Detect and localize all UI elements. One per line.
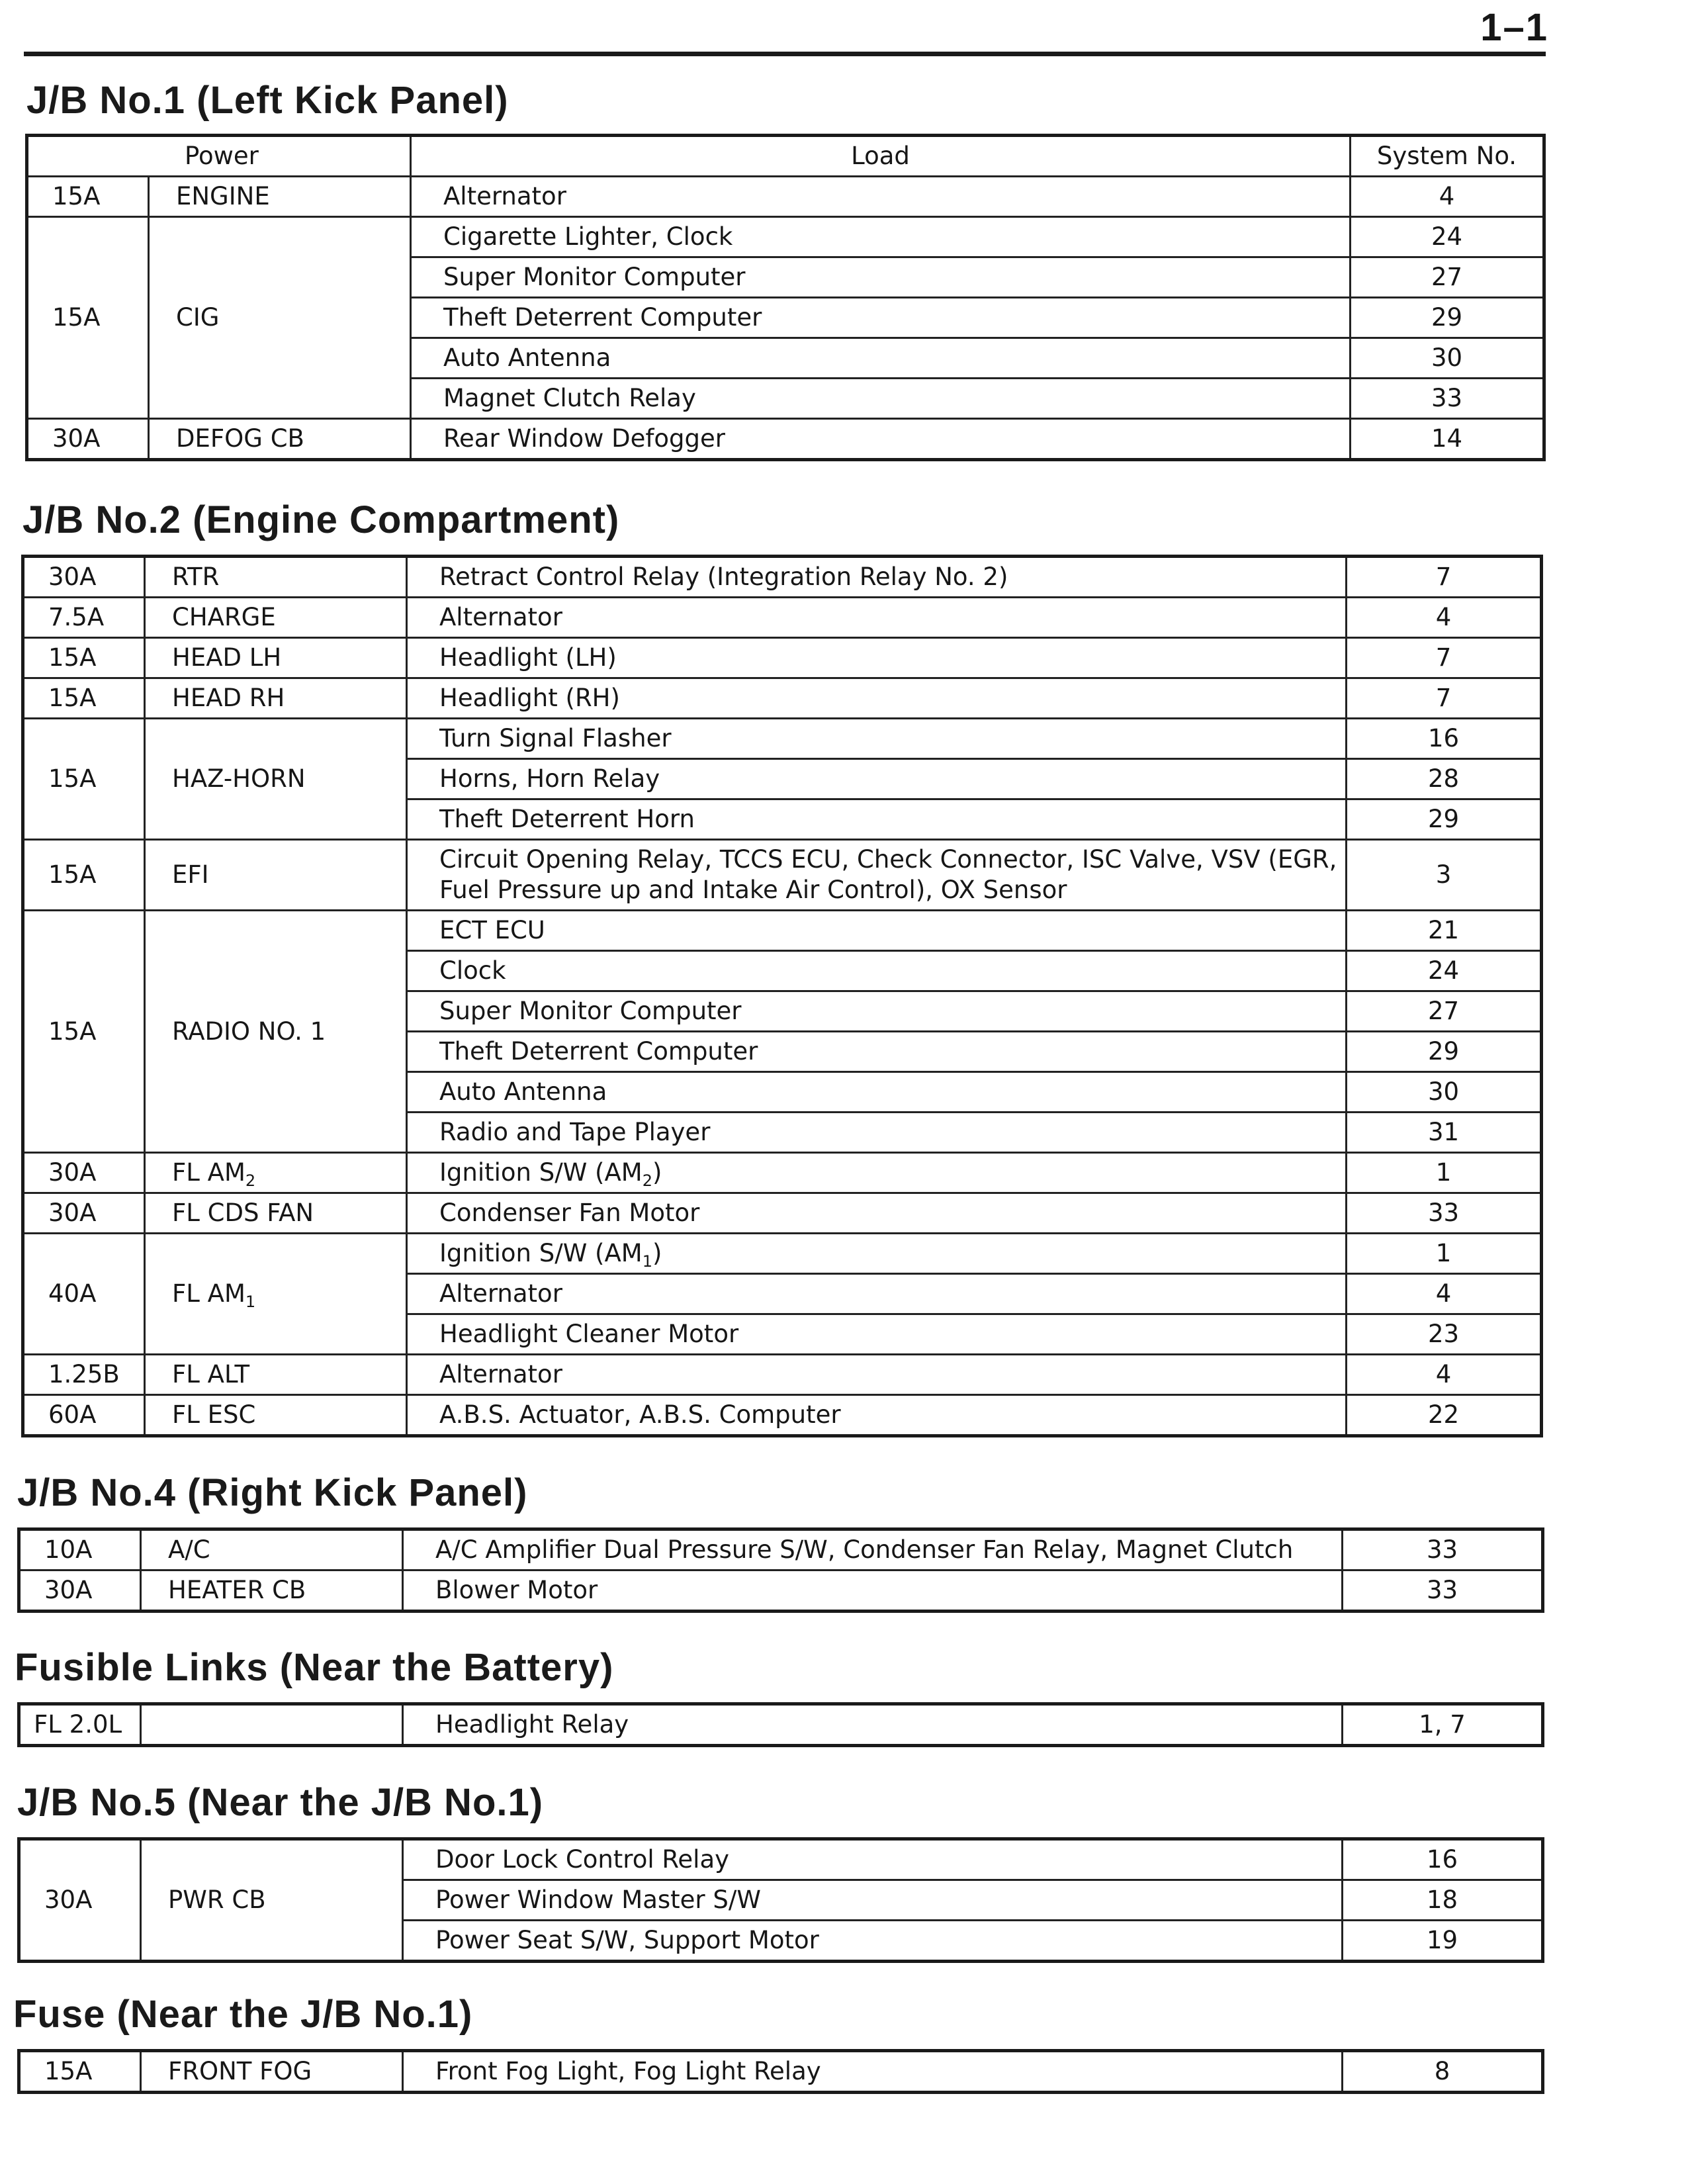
system-no-cell: 33 [1347, 1193, 1542, 1234]
circuit-name-cell [141, 1529, 403, 1570]
load-text-tail: ) [652, 1158, 662, 1187]
table-row [19, 2051, 1543, 2093]
system-no-cell: 21 [1347, 911, 1542, 951]
load-cell [411, 379, 1351, 419]
amperage-cell: 1.25B [23, 1355, 145, 1395]
amperage-cell: 30A [27, 419, 149, 460]
system-no-cell: 16 [1343, 1839, 1543, 1880]
load-cell [407, 759, 1347, 799]
header-system-no: System No. [1351, 136, 1544, 177]
load-cell [407, 1395, 1347, 1436]
circuit-name-cell [145, 1234, 407, 1355]
amperage-cell: 15A [27, 217, 149, 419]
circuit-name: HEAD LH [172, 643, 282, 672]
amperage-cell: 30A [23, 557, 145, 598]
amperage-cell: 30A [23, 1193, 145, 1234]
amperage-cell: 15A [23, 911, 145, 1153]
amperage-cell: 15A [23, 719, 145, 840]
load-text: Rear Window Defogger [443, 424, 725, 453]
system-no-cell: 27 [1347, 991, 1542, 1032]
circuit-name-cell [141, 1704, 403, 1746]
fuse-table [17, 1837, 1544, 1963]
load-text-tail: ) [652, 1239, 662, 1267]
system-no-cell: 4 [1347, 1274, 1542, 1314]
section-title: J/B No.2 (Engine Compartment) [22, 498, 620, 541]
load-text: Auto Antenna [439, 1077, 607, 1106]
load-cell [407, 951, 1347, 991]
circuit-name-cell [145, 638, 407, 678]
load-text: Headlight (LH) [439, 643, 617, 672]
amperage-cell: 60A [23, 1395, 145, 1436]
section-title: J/B No.5 (Near the J/B No.1) [17, 1781, 544, 1824]
table-row [23, 840, 1542, 911]
table-row [23, 1153, 1542, 1193]
circuit-name: HAZ-HORN [172, 764, 306, 793]
load-cell [403, 1880, 1343, 1921]
load-cell [407, 1193, 1347, 1234]
table-row [23, 1395, 1542, 1436]
table-row [23, 719, 1542, 759]
load-text: Alternator [443, 182, 566, 210]
load-text: Power Window Master S/W [435, 1886, 761, 1914]
system-no-cell: 29 [1347, 1032, 1542, 1072]
system-no-cell: 31 [1347, 1113, 1542, 1153]
table-row [23, 911, 1542, 951]
circuit-name: ENGINE [176, 182, 270, 210]
load-cell [407, 1274, 1347, 1314]
load-cell [407, 638, 1347, 678]
load-cell [407, 1234, 1347, 1274]
system-no-cell: 24 [1347, 951, 1542, 991]
system-no-cell: 33 [1351, 379, 1544, 419]
load-text: Power Seat S/W, Support Motor [435, 1926, 819, 1954]
circuit-name-cell [141, 2051, 403, 2093]
circuit-name: RADIO NO. 1 [172, 1017, 326, 1046]
load-text: Theft Deterrent Computer [439, 1037, 758, 1066]
system-no-cell: 30 [1347, 1072, 1542, 1113]
load-text: Turn Signal Flasher [439, 724, 672, 752]
amperage-cell: 30A [19, 1570, 141, 1612]
circuit-name-cell [149, 419, 411, 460]
load-text: Door Lock Control Relay [435, 1845, 730, 1874]
circuit-name-subscript: 2 [245, 1171, 256, 1190]
table-row [23, 1355, 1542, 1395]
system-no-cell: 4 [1347, 598, 1542, 638]
circuit-name-cell [145, 1193, 407, 1234]
load-text: Super Monitor Computer [443, 263, 746, 291]
circuit-name-cell [141, 1570, 403, 1612]
system-no-cell: 19 [1343, 1921, 1543, 1962]
system-no-cell: 8 [1343, 2051, 1543, 2093]
header-rule [24, 52, 1546, 56]
load-text: Alternator [439, 1279, 562, 1308]
circuit-name-cell [145, 1355, 407, 1395]
table-row [27, 419, 1544, 460]
circuit-name-cell [145, 911, 407, 1153]
load-text: Headlight Cleaner Motor [439, 1320, 739, 1348]
load-text: Horns, Horn Relay [439, 764, 660, 793]
circuit-name: DEFOG CB [176, 424, 304, 453]
load-text: Alternator [439, 603, 562, 631]
amperage-cell: 15A [19, 2051, 141, 2093]
load-subscript: 2 [642, 1171, 653, 1190]
circuit-name-cell [149, 217, 411, 419]
load-text: Theft Deterrent Computer [443, 303, 762, 332]
section-title: J/B No.4 (Right Kick Panel) [17, 1471, 528, 1514]
circuit-name: FL CDS FAN [172, 1199, 314, 1227]
fuse-table [17, 1527, 1544, 1613]
circuit-name-cell [141, 1839, 403, 1962]
load-cell [403, 1529, 1343, 1570]
load-text: Retract Control Relay (Integration Relay No. 2) [439, 563, 1008, 591]
load-text: Front Fog Light, Fog Light Relay [435, 2057, 821, 2085]
section-title: J/B No.1 (Left Kick Panel) [26, 79, 509, 122]
load-text: Circuit Opening Relay, TCCS ECU, Check Connector, ISC Valve, VSV (EGR, Fuel Pressure up and Intake Air Control), OX Sensor [439, 845, 1337, 904]
system-no-cell: 7 [1347, 678, 1542, 719]
load-cell [411, 217, 1351, 257]
load-cell [403, 2051, 1343, 2093]
circuit-name-cell [145, 1153, 407, 1193]
circuit-name-subscript: 1 [245, 1293, 256, 1311]
circuit-name-cell [145, 598, 407, 638]
load-cell [407, 1072, 1347, 1113]
system-no-cell: 28 [1347, 759, 1542, 799]
circuit-name-cell [145, 840, 407, 911]
system-no-cell: 27 [1351, 257, 1544, 298]
circuit-name: HEATER CB [168, 1576, 306, 1604]
amperage-cell: 15A [23, 678, 145, 719]
load-cell [403, 1839, 1343, 1880]
load-text: Ignition S/W (AM [439, 1158, 643, 1187]
circuit-name: A/C [168, 1535, 210, 1564]
circuit-name: HEAD RH [172, 684, 285, 712]
table-row [19, 1704, 1543, 1746]
table-row [23, 678, 1542, 719]
circuit-name: FRONT FOG [168, 2057, 312, 2085]
circuit-name-cell [145, 1395, 407, 1436]
load-text: Blower Motor [435, 1576, 598, 1604]
load-text: Ignition S/W (AM [439, 1239, 643, 1267]
header-load: Load [411, 136, 1351, 177]
system-no-cell: 18 [1343, 1880, 1543, 1921]
fuse-table [25, 134, 1546, 461]
circuit-name-cell [149, 177, 411, 217]
system-no-cell: 29 [1351, 298, 1544, 338]
load-cell [407, 840, 1347, 911]
circuit-name: FL ESC [172, 1400, 256, 1429]
load-text: A/C Amplifier Dual Pressure S/W, Condenser Fan Relay, Magnet Clutch [435, 1535, 1294, 1564]
system-no-cell: 1 [1347, 1153, 1542, 1193]
amperage-cell: 7.5A [23, 598, 145, 638]
load-cell [407, 1113, 1347, 1153]
load-cell [411, 419, 1351, 460]
load-cell [407, 1314, 1347, 1355]
load-text: Theft Deterrent Horn [439, 805, 695, 833]
system-no-cell: 7 [1347, 638, 1542, 678]
load-cell [411, 338, 1351, 379]
load-text: Auto Antenna [443, 343, 611, 372]
circuit-name-cell [145, 678, 407, 719]
system-no-cell: 24 [1351, 217, 1544, 257]
load-cell [407, 719, 1347, 759]
load-text: Clock [439, 956, 506, 985]
amperage-cell: 15A [23, 840, 145, 911]
load-cell [411, 257, 1351, 298]
circuit-name-cell [145, 719, 407, 840]
load-text: A.B.S. Actuator, A.B.S. Computer [439, 1400, 841, 1429]
system-no-cell: 33 [1343, 1570, 1543, 1612]
amperage-cell: 30A [19, 1839, 141, 1962]
circuit-name: RTR [172, 563, 220, 591]
load-subscript: 1 [642, 1252, 653, 1271]
load-text: Super Monitor Computer [439, 997, 742, 1025]
system-no-cell: 4 [1347, 1355, 1542, 1395]
circuit-name: CIG [176, 303, 220, 332]
load-cell [407, 598, 1347, 638]
load-text: Alternator [439, 1360, 562, 1388]
load-cell [403, 1921, 1343, 1962]
load-cell [411, 298, 1351, 338]
system-no-cell: 1 [1347, 1234, 1542, 1274]
load-cell [407, 1355, 1347, 1395]
table-row [19, 1839, 1543, 1880]
load-cell [407, 557, 1347, 598]
circuit-name: EFI [172, 860, 209, 889]
circuit-name: FL AM [172, 1279, 245, 1308]
system-no-cell: 16 [1347, 719, 1542, 759]
table-row [27, 177, 1544, 217]
table-row [23, 1234, 1542, 1274]
system-no-cell: 1, 7 [1343, 1704, 1543, 1746]
load-text: Headlight Relay [435, 1710, 629, 1739]
header-power: Power [27, 136, 411, 177]
load-cell [407, 678, 1347, 719]
load-text: Radio and Tape Player [439, 1118, 711, 1146]
load-text: Condenser Fan Motor [439, 1199, 700, 1227]
circuit-name: FL AM [172, 1158, 245, 1187]
circuit-name: FL ALT [172, 1360, 250, 1388]
amperage-cell: 15A [23, 638, 145, 678]
load-text: Magnet Clutch Relay [443, 384, 696, 412]
table-row [19, 1570, 1543, 1612]
load-cell [407, 1032, 1347, 1072]
circuit-name: CHARGE [172, 603, 276, 631]
table-row [23, 1193, 1542, 1234]
system-no-cell: 14 [1351, 419, 1544, 460]
system-no-cell: 4 [1351, 177, 1544, 217]
fuse-table [21, 555, 1543, 1437]
load-cell [407, 911, 1347, 951]
header-row [27, 136, 1544, 177]
system-no-cell: 3 [1347, 840, 1542, 911]
system-no-cell: 7 [1347, 557, 1542, 598]
system-no-cell: 33 [1343, 1529, 1543, 1570]
load-cell [407, 799, 1347, 840]
fuse-table [17, 1702, 1544, 1747]
system-no-cell: 30 [1351, 338, 1544, 379]
system-no-cell: 22 [1347, 1395, 1542, 1436]
amperage-cell: 10A [19, 1529, 141, 1570]
load-cell [407, 1153, 1347, 1193]
load-text: Cigarette Lighter, Clock [443, 222, 733, 251]
table-row [23, 638, 1542, 678]
table-row [27, 217, 1544, 257]
amperage-cell: 15A [27, 177, 149, 217]
fuse-table [17, 2049, 1544, 2094]
system-no-cell: 23 [1347, 1314, 1542, 1355]
page-number: 1–1 [1480, 6, 1548, 49]
load-cell [407, 991, 1347, 1032]
load-cell [403, 1704, 1343, 1746]
load-cell [403, 1570, 1343, 1612]
section-title: Fuse (Near the J/B No.1) [13, 1993, 473, 2036]
load-cell [411, 177, 1351, 217]
circuit-name-cell [145, 557, 407, 598]
load-text: Headlight (RH) [439, 684, 620, 712]
table-row [23, 598, 1542, 638]
circuit-name: PWR CB [168, 1886, 266, 1914]
section-title: Fusible Links (Near the Battery) [15, 1646, 614, 1689]
amperage-cell: 30A [23, 1153, 145, 1193]
table-row [23, 557, 1542, 598]
amperage-cell: 40A [23, 1234, 145, 1355]
load-text: ECT ECU [439, 916, 545, 944]
table-row [19, 1529, 1543, 1570]
amperage-cell: FL 2.0L [19, 1704, 141, 1746]
system-no-cell: 29 [1347, 799, 1542, 840]
